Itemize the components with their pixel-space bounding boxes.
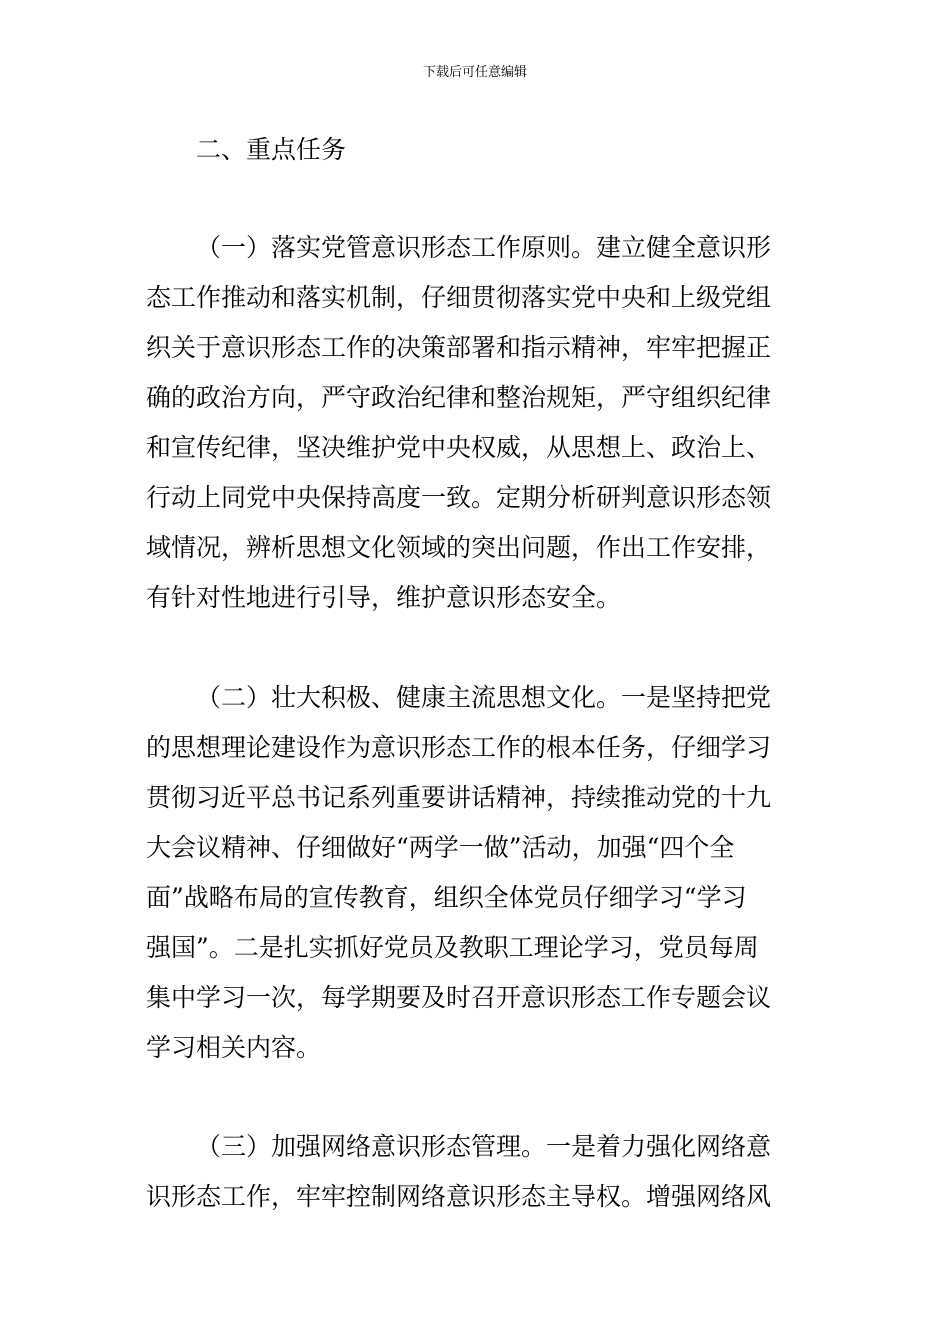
paragraph-line: 确的政治方向，严守政治纪律和整治规矩，严守组织纪律 — [146, 383, 772, 412]
paragraph-line: 的思想理论建设作为意识形态工作的根本任务，仔细学习 — [146, 733, 772, 762]
paragraph-1 — [146, 223, 816, 623]
paragraph-line: 贯彻习近平总书记系列重要讲话精神，持续推动党的十九 — [146, 783, 772, 812]
paragraph-line: 面”战略布局的宣传教育，组织全体党员仔细学习“学习 — [146, 883, 747, 912]
paragraph-line: 有针对性地进行引导，维护意识形态安全。 — [146, 583, 622, 612]
paragraph-line: 集中学习一次，每学期要及时召开意识形态工作专题会议 — [146, 983, 772, 1012]
paragraph-line: 织关于意识形态工作的决策部署和指示精神，牢牢把握正 — [146, 333, 772, 362]
paragraph-line: 行动上同党中央保持高度一致。定期分析研判意识形态领 — [146, 483, 772, 512]
paragraph-line: 大会议精神、仔细做好“两学一做”活动，加强“四个全 — [146, 833, 735, 862]
paragraph-line: 态工作推动和落实机制，仔细贯彻落实党中央和上级党组 — [146, 283, 772, 312]
paragraph-3 — [146, 1122, 816, 1222]
paragraph-line: 域情况，辨析思想文化领域的突出问题，作出工作安排， — [146, 533, 772, 562]
header-note: 下载后可任意编辑 — [422, 65, 527, 80]
paragraph-line: （三）加强网络意识形态管理。一是着力强化网络意 — [196, 1132, 772, 1161]
paragraph-line: 学习相关内容。 — [146, 1033, 322, 1062]
paragraph-2 — [146, 673, 816, 1073]
paragraph-line: 强国”。二是扎实抓好党员及教职工理论学习，党员每周 — [146, 933, 759, 962]
paragraph-line: （二）壮大积极、健康主流思想文化。一是坚持把党 — [196, 683, 772, 712]
paragraph-line: 和宣传纪律，坚决维护党中央权威，从思想上、政治上、 — [146, 433, 772, 462]
section-heading: 二、重点任务 — [196, 135, 347, 164]
paragraph-line: 识形态工作，牢牢控制网络意识形态主导权。增强网络风 — [146, 1182, 772, 1211]
paragraph-line: （一）落实党管意识形态工作原则。建立健全意识形 — [196, 233, 772, 262]
